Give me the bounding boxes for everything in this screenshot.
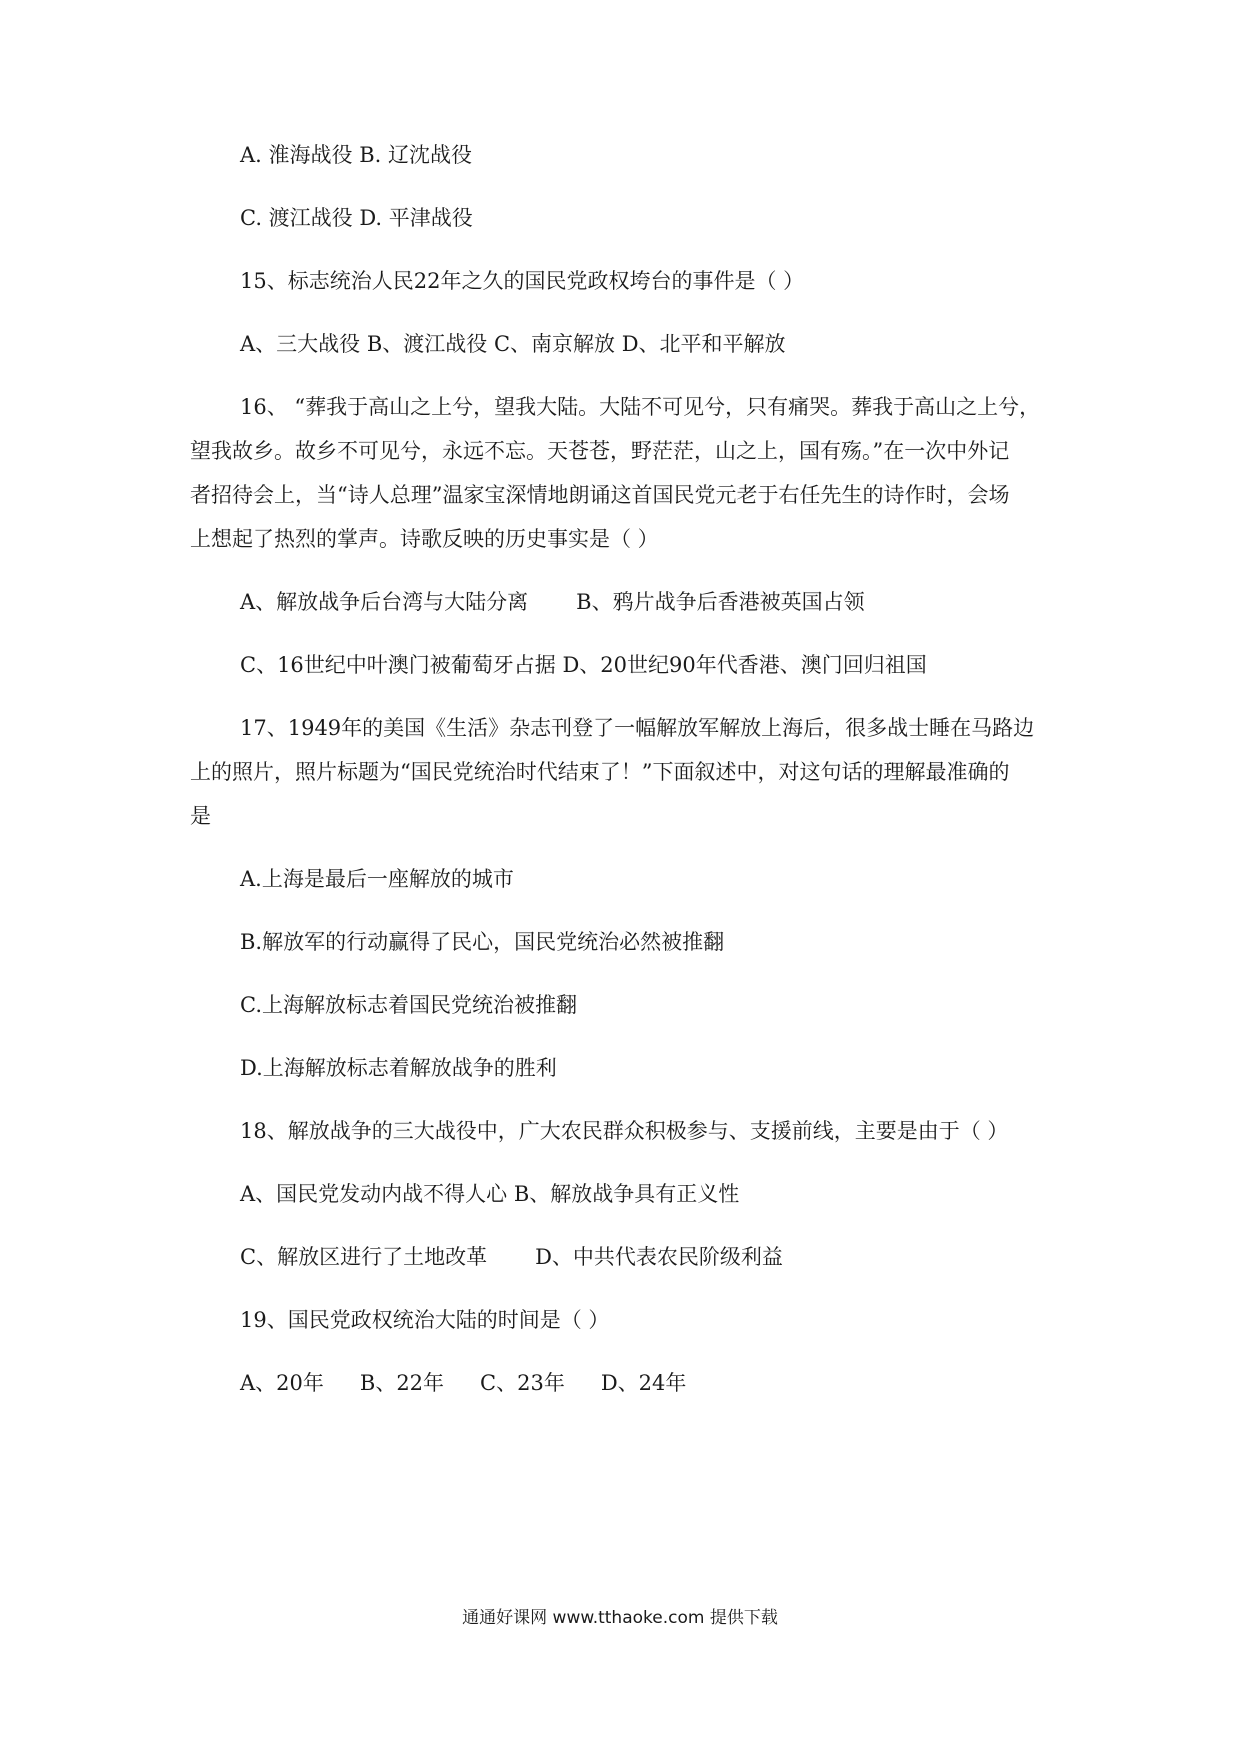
q16-stem-line-3: 者招待会上，当“诗人总理”温家宝深情地朗诵这首国民党元老于右任先生的诗作时，会场 xyxy=(190,483,1010,507)
q19-option-d: D、24年 xyxy=(600,1371,687,1395)
q19-option-c: C、23年 xyxy=(480,1371,565,1395)
q16-stem-line-4: 上想起了热烈的掌声。诗歌反映的历史事实是（ ） xyxy=(190,527,659,551)
q16-option-a: A、解放战争后台湾与大陆分离 xyxy=(240,590,529,614)
q19-option-b: B、22年 xyxy=(359,1371,445,1395)
q16-option-b: B、鸦片战争后香港被英国占领 xyxy=(576,590,865,614)
q14-options-ab: A. 淮海战役 B. 辽沈战役 xyxy=(240,143,472,167)
q17-option-d: D.上海解放标志着解放战争的胜利 xyxy=(240,1056,557,1080)
q17-stem-line-3: 是 xyxy=(190,804,211,828)
q18-options-cd xyxy=(240,1242,783,1272)
q16-options-cd: C、16世纪中叶澳门被葡萄牙占据 D、20世纪90年代香港、澳门回归祖国 xyxy=(240,653,927,677)
q17-option-a: A.上海是最后一座解放的城市 xyxy=(240,867,514,891)
q16-stem-line-2: 望我故乡。故乡不可见兮，永远不忘。天苍苍，野茫茫，山之上，国有殇。”在一次中外记 xyxy=(190,439,1010,463)
q18-option-c: C、解放区进行了土地改革 xyxy=(240,1245,488,1269)
q17-option-b: B.解放军的行动赢得了民心，国民党统治必然被推翻 xyxy=(240,930,725,954)
q16-stem-line-1: 16、 “葬我于高山之上兮，望我大陆。大陆不可见兮，只有痛哭。葬我于高山之上兮， xyxy=(240,395,1041,419)
q18-stem: 18、解放战争的三大战役中，广大农民群众积极参与、支援前线，主要是由于（ ） xyxy=(240,1119,1009,1143)
q19-options xyxy=(240,1368,686,1398)
q19-option-a: A、20年 xyxy=(240,1371,324,1395)
q16-options-ab xyxy=(240,587,865,617)
q19-stem: 19、国民党政权统治大陆的时间是（ ） xyxy=(240,1308,610,1332)
q18-options-ab: A、国民党发动内战不得人心 B、解放战争具有正义性 xyxy=(240,1182,740,1206)
q17-stem-line-2: 上的照片，照片标题为“国民党统治时代结束了！”下面叙述中，对这句话的理解最准确的 xyxy=(190,760,1010,784)
q15-stem: 15、标志统治人民22年之久的国民党政权垮台的事件是（ ） xyxy=(240,269,805,293)
q18-option-d: D、中共代表农民阶级利益 xyxy=(535,1245,783,1269)
q15-options: A、三大战役 B、渡江战役 C、南京解放 D、北平和平解放 xyxy=(240,332,786,356)
page-footer: 通通好课网 www.tthaoke.com 提供下载 xyxy=(462,1608,778,1628)
q17-option-c: C.上海解放标志着国民党统治被推翻 xyxy=(240,993,577,1017)
q17-stem-line-1: 17、1949年的美国《生活》杂志刊登了一幅解放军解放上海后，很多战士睡在马路边 xyxy=(240,716,1035,740)
q14-options-cd: C. 渡江战役 D. 平津战役 xyxy=(240,206,473,230)
